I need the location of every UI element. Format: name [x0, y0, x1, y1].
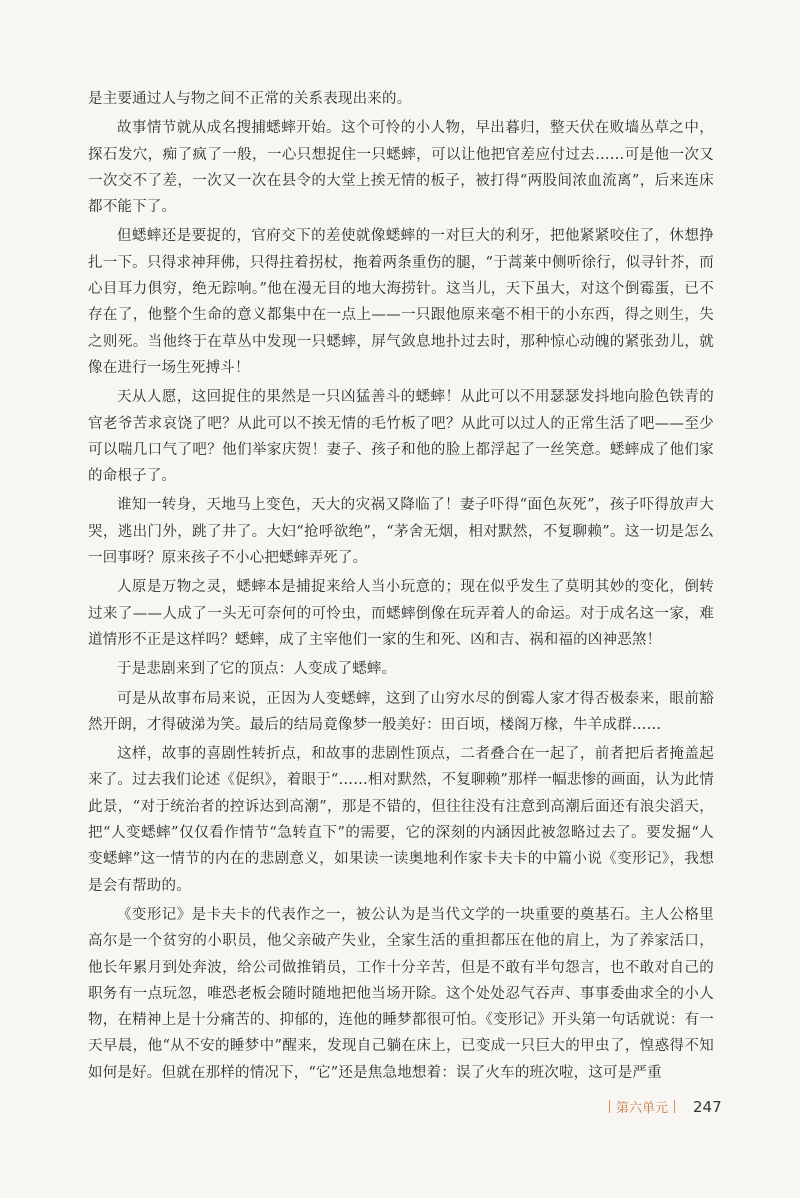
- paragraph: 可是从故事布局来说，正因为人变蟋蟀，这到了山穷水尽的倒霉人家才得否极泰来，眼前豁然开朗，才得破涕为笑。最后的结局竟像梦一般美好：田百顷，楼阁万椽，牛羊成群……: [88, 690, 714, 733]
- footer-divider-right: [674, 1100, 675, 1113]
- paragraph: 于是悲剧来到了它的顶点：人变成了蟋蟀。: [117, 661, 397, 678]
- article-body: [88, 86, 714, 1089]
- paragraph: 《变形记》是卡夫卡的代表作之一，被公认为是当代文学的一块重要的奠基石。主人公格里高尔是一个贫穷的小职员，他父亲破产失业，全家生活的重担都压在他的肩上，为了养家活口，他长年累月到处奔波，给公司做推销员，工作十分辛苦，但是不敢有半句怨言，也不敢对自己的职务有一点玩忽，唯恐老板会随时随地把他当场开除。这个处处忍气吞声、事事委曲求全的小人物，在精神上是十分痛苦的、抑郁的，连他的睡梦都很可怕。《变形记》开头第一句话就说：有一天早晨，他“从不安的睡梦中”醒来，发现自己躺在床上，已变成一只巨大的甲虫了，惶惑得不知如何是好。但就在那样的情况下，“它”还是焦急地想着：误了火车的班次啦，这可是严重: [88, 906, 714, 1081]
- page-number: 247: [693, 1097, 722, 1116]
- footer-divider-left: [609, 1100, 610, 1113]
- paragraph: 但蟋蟀还是要捉的，官府交下的差使就像蟋蟀的一对巨大的利牙，把他紧紧咬住了，休想挣扎一下。只得求神拜佛，只得拄着拐杖，拖着两条重伤的腿，“于蒿莱中侧听徐行，似寻针芥，而心目耳力俱穷，绝无踪响。”他在漫无目的地大海捞针。这当儿，天下虽大，对这个倒霉蛋，已不存在了，他整个生命的意义都集中在一点上——一只跟他原来毫不相干的小东西，得之则生，失之则死。当他终于在草丛中发现一只蟋蟀，屏气敛息地扑过去时，那种惊心动魄的紧张劲儿，就像在进行一场生死搏斗！: [88, 228, 714, 376]
- paragraph: 故事情节就从成名搜捕蟋蟀开始。这个可怜的小人物，早出暮归，整天伏在败墙丛草之中，探石发穴，痴了疯了一般，一心只想捉住一只蟋蟀，可以让他把官差应付过去……可是他一次又一次交不了差，一次又一次在县令的大堂上挨无情的板子，被打得“两股间浓血流离”，后来连床都不能下了。: [88, 120, 714, 216]
- paragraph: 这样，故事的喜剧性转折点，和故事的悲剧性顶点，二者叠合在一起了，前者把后者掩盖起来了。过去我们论述《促织》，着眼于“……相对默然，不复聊赖”那样一幅悲惨的画面，认为此情此景，“对于统治者的控诉达到高潮”，那是不错的，但往往没有注意到高潮后面还有浪尖滔天，把“人变蟋蟀”仅仅看作情节“急转直下”的需要，它的深刻的内涵因此被忽略过去了。要发掘“人变蟋蟀”这一情节的内在的悲剧意义，如果读一读奥地利作家卡夫卡的中篇小说《变形记》，我想是会有帮助的。: [88, 746, 714, 894]
- unit-label: 第六单元: [616, 1101, 669, 1116]
- page-footer: [603, 1097, 722, 1116]
- paragraph: 人原是万物之灵，蟋蟀本是捕捉来给人当小玩意的；现在似乎发生了莫明其妙的变化，倒转过来了——人成了一头无可奈何的可怜虫，而蟋蟀倒像在玩弄着人的命运。对于成名这一家，难道情形不正是这样吗？蟋蟀，成了主宰他们一家的生和死、凶和吉、祸和福的凶神恶煞！: [88, 579, 714, 648]
- paragraph: 谁知一转身，天地马上变色，天大的灾祸又降临了！妻子吓得“面色灰死”，孩子吓得放声大哭，逃出门外，跳了井了。大妇“抢呼欲绝”，“茅舍无烟，相对默然，不复聊赖”。这一切是怎么一回事呀？原来孩子不小心把蟋蟀弄死了。: [88, 497, 714, 567]
- paragraph-continuation: 是主要通过人与物之间不正常的关系表现出来的。: [88, 91, 412, 107]
- paragraph: 天从人愿，这回捉住的果然是一只凶猛善斗的蟋蟀！从此可以不用瑟瑟发抖地向脸色铁青的官老爷苦求哀饶了吧？从此可以不挨无情的毛竹板了吧？从此可以过人的正常生活了吧——至少可以喘几口气了吧？他们举家庆贺！妻子、孩子和他的脸上都浮起了一丝笑意。蟋蟀成了他们家的命根子了。: [88, 389, 714, 485]
